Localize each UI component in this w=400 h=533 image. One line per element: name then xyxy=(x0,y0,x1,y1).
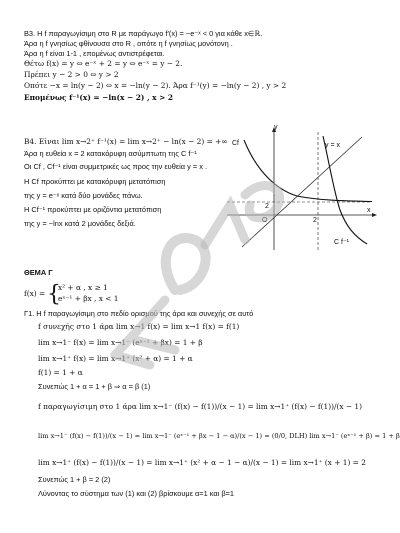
curve-cf xyxy=(244,140,372,202)
b3-line-7: Επομένως f⁻¹(x) = −ln(x − 2) , x > 2 xyxy=(24,93,174,102)
right-derivative-line: lim x→1⁺ (f(x) − f(1))/(x − 1) = lim x→1⁺ (x² + α − 1 − α)/(x − 1) = lim x→1⁺ (x + 1) = 2 xyxy=(38,458,366,467)
def-case-1: x² + α , x ≥ 1 xyxy=(58,283,108,292)
function-graph xyxy=(222,122,382,252)
left-derivative-line: lim x→1⁻ (f(x) − f(1))/(x − 1) = lim x→1⁻ (eˣ⁻¹ + βx − 1 − α)/(x − 1) = (0/0, DLH) lim x→1⁻ (eˣ⁻¹ + β) = 1 + β xyxy=(38,432,400,440)
b3-line-4: Θέτω f(x) = y ⇔ e⁻ˣ + 2 = y ⇔ e⁻ˣ = y − 2. xyxy=(24,59,183,68)
g1-statement: Γ1. Η f παραγωγίσιμη στο πεδίο ορισμού της άρα και συνεχής σε αυτό xyxy=(24,309,254,318)
def-lhs: f(x) = xyxy=(24,289,46,298)
x-axis-arrow xyxy=(372,213,377,217)
label-cf: Cf xyxy=(232,140,239,147)
f-at-1-line: f(1) = 1 + α xyxy=(38,368,83,377)
b4-line-2: Άρα η ευθεία x = 2 κατακόρυφη ασύμπτωτη της C f⁻¹ xyxy=(24,149,197,158)
b4-line-6: Η Cf⁻¹ προκύπτει με οριζόντια μετατόπιση xyxy=(24,205,162,214)
b3-line-2: Άρα η f γνησίως φθίνουσα στο R , οπότε η f γνησίως μονότονη . xyxy=(24,39,233,48)
b4-line-7: της y = −lnx κατά 2 μονάδες δεξιά. xyxy=(24,219,136,228)
differentiability-line: f παραγωγίσιμη στο 1 άρα lim x→1⁻ (f(x) − f(1))/(x − 1) = lim x→1⁺ (f(x) − f(1))/(x − 1) xyxy=(38,402,362,411)
left-limit-line: lim x→1⁻ f(x) = lim x→1⁻ (eˣ⁻¹ + βx) = 1 + β xyxy=(38,338,203,347)
label-x-axis: x xyxy=(367,207,371,214)
label-origin: O xyxy=(262,217,268,224)
b4-line-4: Η Cf προκύπτει με κατακόρυφη μετατόπιση xyxy=(24,177,166,186)
graph-svg xyxy=(222,122,382,252)
section-title: ΘΕΜΑ Γ xyxy=(24,268,53,277)
label-y-equals-x: y = x xyxy=(325,142,340,149)
def-brace: { xyxy=(47,282,61,307)
b4-line-1: Β4. Είναι lim x→2⁺ f⁻¹(x) = lim x→2⁺ − ln(x − 2) = +∞ xyxy=(24,137,228,146)
b3-line-6: Οπότε −x = ln(y − 2) ⇔ x = −ln(y − 2). Άρα f⁻¹(y) = −ln(y − 2) , y > 2 xyxy=(24,81,287,90)
solution-line: Λύνοντας το σύστημα των (1) και (2) βρίσκουμε α=1 και β=1 xyxy=(38,489,235,498)
label-y-axis: y xyxy=(274,124,278,131)
label-2-x: 2 xyxy=(313,217,317,224)
line-y-equals-x xyxy=(242,137,362,247)
b3-line-5: Πρέπει y − 2 > 0 ⇔ y > 2 xyxy=(24,70,119,79)
continuity-line: f συνεχής στο 1 άρα lim x→1 f(x) = lim x→1 f(x) = f(1) xyxy=(38,322,240,331)
equation-1-line: Συνεπώς 1 + α = 1 + β ⇒ α = β (1) xyxy=(38,382,151,391)
right-limit-line: lim x→1⁺ f(x) = lim x→1⁺ (x² + α) = 1 + α xyxy=(38,354,193,363)
b4-line-3: Οι Cf , Cf⁻¹ είναι συμμετρικές ως προς την ευθεία y = x . xyxy=(24,162,208,171)
label-2-y: 2 xyxy=(265,203,269,210)
def-case-2: eˣ⁻¹ + βx , x < 1 xyxy=(58,294,119,303)
label-cf-inverse: C f⁻¹ xyxy=(334,239,349,246)
b4-line-5: της y = e⁻ˣ κατά δύο μονάδες πάνω. xyxy=(24,191,143,200)
b3-line-1: Β3. Η f παραγωγίσιμη στο R με παράγωγο f′(x) = −e⁻ˣ < 0 για κάθε x∈ℝ. xyxy=(24,29,263,38)
equation-2-line: Συνεπώς 1 + β = 2 (2) xyxy=(38,475,111,484)
b3-line-3: Άρα η f είναι 1-1 , επομένως αντιστρέφεται. xyxy=(24,49,165,58)
